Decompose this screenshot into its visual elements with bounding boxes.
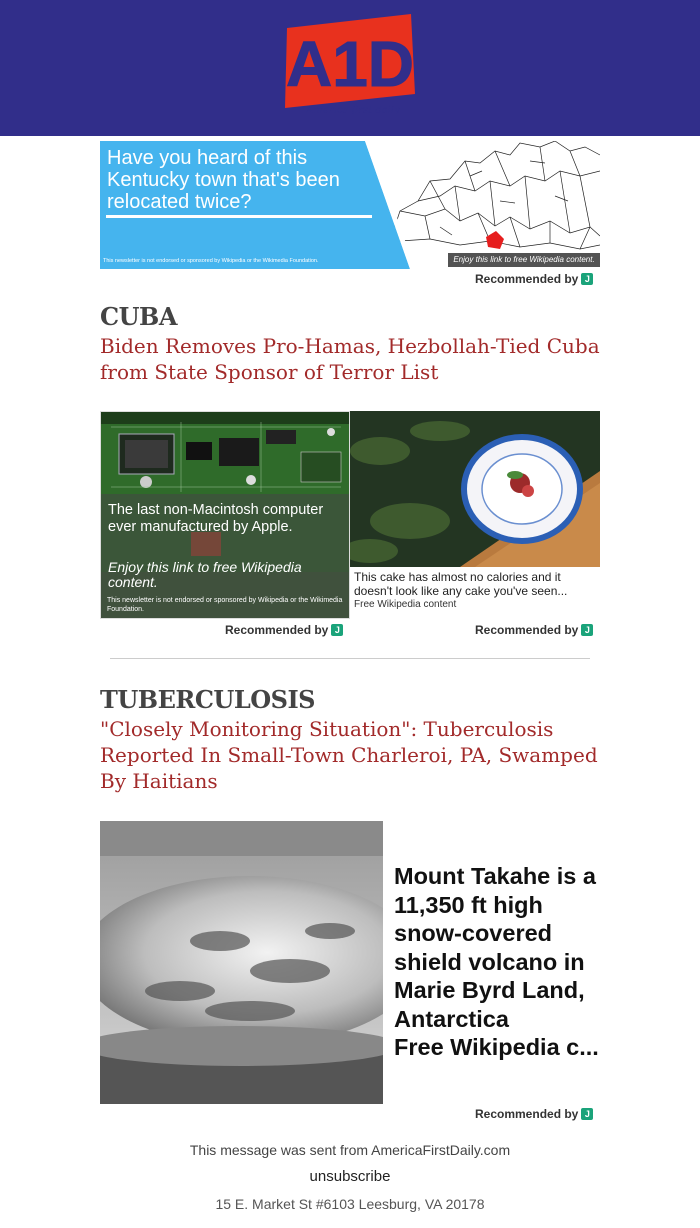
unsubscribe-link[interactable]: unsubscribe bbox=[309, 1168, 391, 1185]
j-badge-icon: J bbox=[331, 624, 343, 636]
ad-disclaimer: This newsletter is not endorsed or sponsored by Wikipedia or the Wikimedia Foundation. bbox=[107, 597, 343, 613]
site-logo[interactable] bbox=[283, 14, 417, 114]
ad-source: Free Wikipedia content bbox=[354, 599, 457, 610]
volcano-image[interactable] bbox=[100, 821, 383, 1104]
section-divider bbox=[110, 658, 590, 659]
j-badge-icon: J bbox=[581, 624, 593, 636]
section-title-cuba: CUBA bbox=[100, 302, 177, 331]
recommended-by-badge[interactable] bbox=[475, 623, 593, 637]
recommended-by-badge[interactable] bbox=[225, 623, 343, 637]
ad-source: Free Wikipedia c... bbox=[394, 1034, 599, 1060]
recommended-label: Recommended by bbox=[225, 623, 329, 637]
logo-text: A1D bbox=[285, 28, 415, 100]
apple-computer-ad[interactable] bbox=[100, 411, 350, 619]
footer-address: 15 E. Market St #6103 Leesburg, VA 20178 bbox=[215, 1196, 485, 1212]
header-bar bbox=[0, 0, 700, 136]
kentucky-ad[interactable] bbox=[100, 141, 600, 269]
volcano-ad-text[interactable] bbox=[394, 862, 604, 1062]
logo-tagline: America first daily bbox=[306, 105, 400, 114]
section-title-tuberculosis: TUBERCULOSIS bbox=[100, 685, 316, 714]
ad-disclaimer: This newsletter is not endorsed or sponsored by Wikipedia or the Wikimedia Foundation. bbox=[103, 258, 319, 264]
recommended-label: Recommended by bbox=[475, 272, 579, 286]
footer-sent-from: This message was sent from AmericaFirstDaily.com bbox=[189, 1142, 511, 1158]
cake-ad[interactable] bbox=[350, 411, 600, 619]
ad-headline[interactable]: The last non-Macintosh computer ever manufactured by Apple. bbox=[108, 502, 324, 535]
recommended-label: Recommended by bbox=[475, 1107, 579, 1121]
ad-headline[interactable]: Mount Takahe is a 11,350 ft high snow-covered shield volcano in Marie Byrd Land, Antarctica bbox=[394, 863, 596, 1032]
ad-enjoy-caption: Enjoy this link to free Wikipedia content. bbox=[448, 253, 600, 267]
ad-enjoy-caption: Enjoy this link to free Wikipedia content. bbox=[108, 559, 302, 590]
ad-headline[interactable]: This cake has almost no calories and it doesn't look like any cake you've seen... bbox=[354, 570, 568, 598]
recommended-by-badge[interactable] bbox=[475, 272, 593, 286]
j-badge-icon: J bbox=[581, 273, 593, 285]
j-badge-icon: J bbox=[581, 1108, 593, 1120]
recommended-label: Recommended by bbox=[475, 623, 579, 637]
story-link-tuberculosis[interactable]: "Closely Monitoring Situation": Tuberculosis Reported In Small-Town Charleroi, PA, Swamped By Haitians bbox=[100, 717, 598, 793]
recommended-by-badge[interactable] bbox=[475, 1107, 593, 1121]
story-link-cuba[interactable]: Biden Removes Pro-Hamas, Hezbollah-Tied Cuba from State Sponsor of Terror List bbox=[100, 334, 600, 384]
ad-headline[interactable]: Have you heard of this Kentucky town that's been relocated twice? bbox=[107, 147, 340, 213]
